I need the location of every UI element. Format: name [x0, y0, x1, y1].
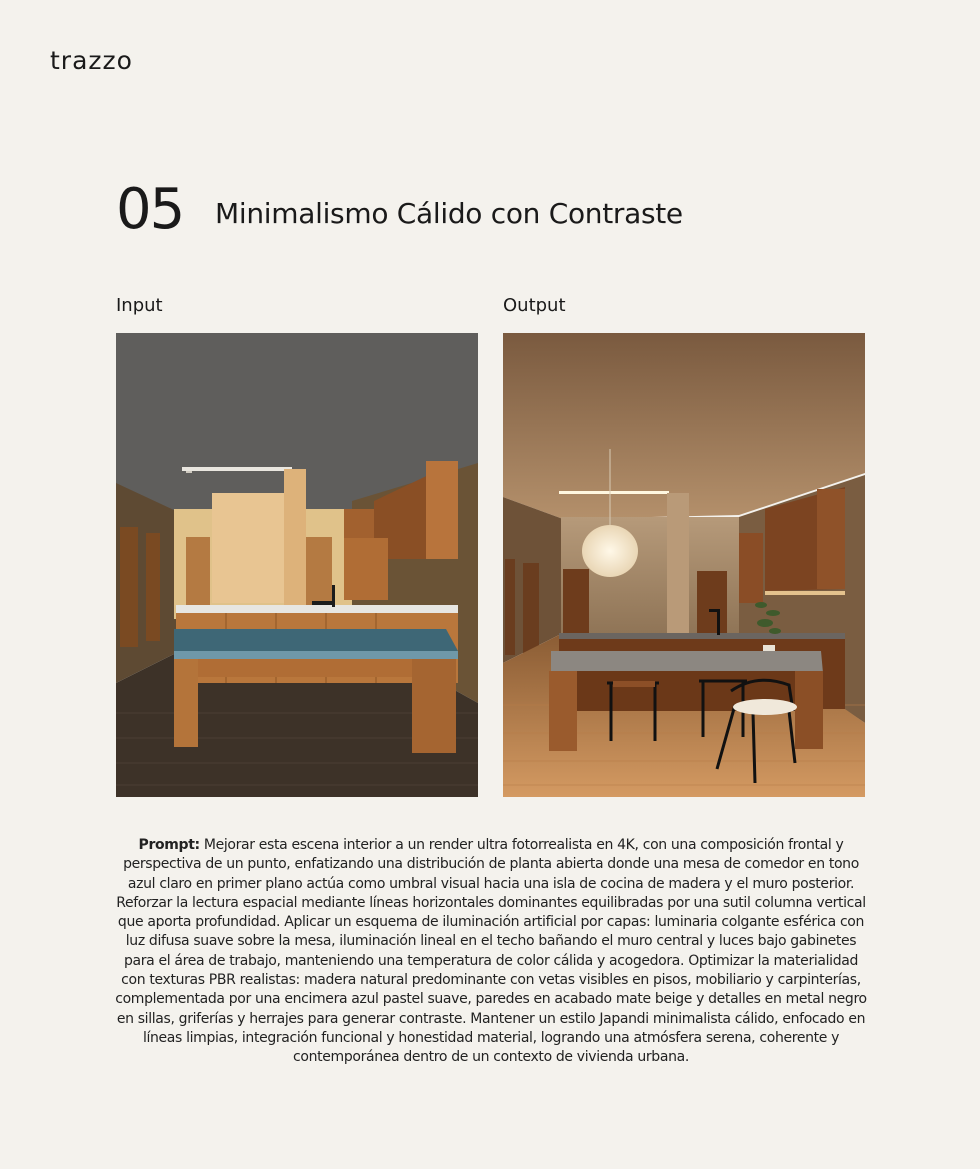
brand-logo: trazzo — [50, 46, 133, 75]
section-number: 05 — [116, 177, 184, 242]
output-label: Output — [503, 295, 566, 316]
prompt-text: Mejorar esta escena interior a un render ultra fotorrealista en 4K, con una composición frontal y perspectiva de un punto, enfatizando una distribución de planta abierta donde una mesa de comedor en tono azul claro en primer plano actúa como umbral visual hacia una isla de cocina de madera y el muro posterior. Reforzar la lectura espacial mediante líneas horizontales dominantes equilibradas por una sutil columna vertical que aporta profundidad. Aplicar un esquema de iluminación artificial por capas: luminaria colgante esférica con luz difusa suave sobre la mesa, iluminación lineal en el techo bañando el muro central y luces bajo gabinetes para el área de trabajo, manteniendo una temperatura de color cálida y acogedora. Optimizar la materialidad con texturas PBR realistas: madera natural predominante con vetas visibles en pisos, mobiliario y carpinterías, complementada por una encimera azul pastel suave, paredes en acabado mate beige y detalles en metal negro en sillas, griferías y herrajes para generar contraste. Mantener un estilo Japandi minimalista cálido, enfocado en líneas limpias, integración funcional y honestidad material, logrando una atmósfera serena, coherente y contemporánea dentro de un contexto de vivienda urbana. — [115, 837, 867, 1066]
output-render-image — [503, 333, 865, 797]
section-title: Minimalismo Cálido con Contraste — [215, 197, 683, 230]
prompt-paragraph — [112, 836, 870, 1068]
prompt-lead: Prompt: — [138, 837, 200, 853]
input-render-image — [116, 333, 478, 797]
input-label: Input — [116, 295, 163, 316]
